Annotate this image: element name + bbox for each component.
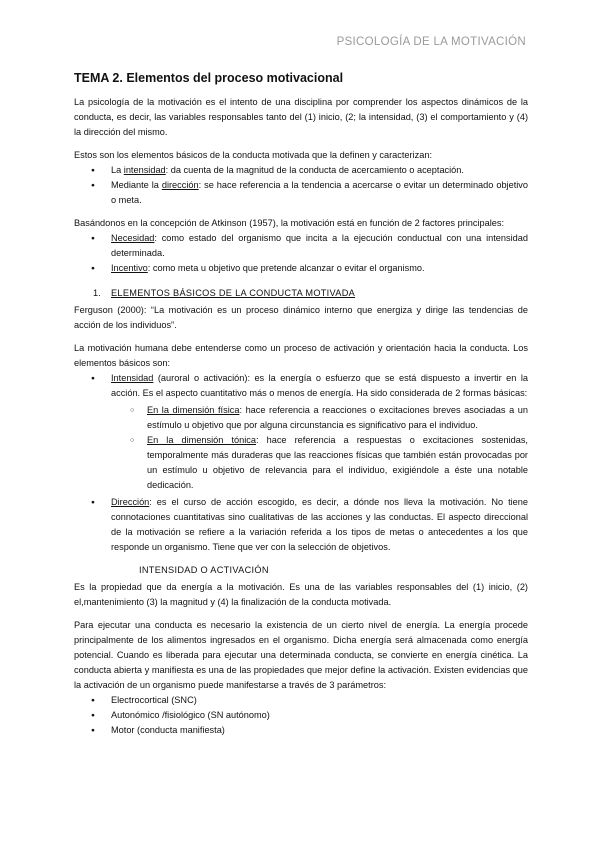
term-direccion: Dirección	[111, 497, 150, 507]
term-intensidad: intensidad	[123, 165, 166, 175]
human-motivation-paragraph: La motivación humana debe entenderse como un proceso de activación y orientación hacia la conducta. Los elementos básicos son:	[74, 343, 528, 368]
list-item: ● Motor (conducta manifiesta)	[74, 723, 528, 738]
term-direccion: dirección	[161, 180, 199, 190]
section-heading	[74, 286, 528, 301]
list-item: ● Mediante la dirección: se hace referencia a la tendencia a acercarse o evitar un determinado objetivo o meta.	[74, 178, 528, 208]
term-incentivo: Incentivo	[111, 263, 148, 273]
list-item: ○ En la dimensión física: hace referencia a reacciones o excitaciones breves asociadas a un estímulo u objetivo que por alguna circunstancia es significativo para el individuo.	[111, 403, 528, 433]
term-necesidad: Necesidad	[111, 233, 155, 243]
term-dimension-fisica: En la dimensión física	[147, 405, 240, 415]
list-item: ● Necesidad: como estado del organismo que incita a la ejecución conductual con una intensidad determinada.	[74, 231, 528, 261]
dimensions-list	[111, 403, 528, 493]
subsection-heading: INTENSIDAD O ACTIVACIÓN	[139, 565, 269, 575]
factors-list	[74, 231, 528, 276]
section-number: 1.	[93, 288, 101, 298]
subsection-paragraph-1: Es la propiedad que da energía a la motivación. Es una de las variables responsables del (1) inicio, (2) el,mantenimiento (3) la magnitud y (4) la finalización de la conducta motivada.	[74, 582, 528, 607]
term-dimension-tonica: En la dimensión tónica	[147, 435, 256, 445]
list-item: ● Incentivo: como meta u objetivo que pretende alcanzar o evitar el organismo.	[74, 261, 528, 276]
elements-intro: Estos son los elementos básicos de la conducta motivada que la definen y caracterizan:	[74, 150, 433, 160]
ferguson-quote: Ferguson (2000): “La motivación es un proceso dinámico interno que energiza y dirige las tendencias de acción de los individuos”.	[74, 305, 528, 330]
list-item: ● Electrocortical (SNC)	[74, 693, 528, 708]
list-item: ○ En la dimensión tónica: hace referencia a respuestas o excitaciones sostenidas, temporalmente más duraderas que las reacciones físicas que también están provocadas por un estímulo u objetivo de relevancia para el individuo, exigiéndole a éste una notable dedicación.	[111, 433, 528, 493]
document-body	[74, 70, 528, 746]
list-item: ● Dirección: es el curso de acción escogido, es decir, a dónde nos lleva la motivación. No tiene connotaciones cuantitativas sino cualitativas de las acciones y las conductas. El aspecto direccional de la motivación se refiere a la variación referida a los tipos de metas o antecedentes a los que responde un organismo. Tiene que ver con la selección de objetivos.	[74, 495, 528, 555]
list-item: ● Autonómico /fisiológico (SN autónomo)	[74, 708, 528, 723]
list-item: ● Intensidad (auroral o activación): es la energía o esfuerzo que se está dispuesto a invertir en la acción. Es el aspecto cuantitativo más o menos de energía. Ha sido considerada de 2 formas básicas: ○ En la dimensión física: hace referencia a reacciones o excitaciones breves asociadas a un estímulo u objetivo que por alguna circunstancia es significativo para el individuo. ○ En la dimensión tónica: hace referencia a respuestas o excitaciones sostenidas, temporalmente más duraderas que las reacciones físicas que también están provocadas por un estímulo u objetivo de relevancia para el individuo, exigiéndole a éste una notable dedicación.	[74, 371, 528, 493]
elements-list	[74, 163, 528, 208]
atkinson-intro: Basándonos en la concepción de Atkinson (1957), la motivación está en función de 2 factores principales:	[74, 218, 505, 228]
section-title: ELEMENTOS BÁSICOS DE LA CONDUCTA MOTIVADA	[111, 288, 356, 298]
term-intensidad: Intensidad	[111, 373, 154, 383]
list-item: ● La intensidad: da cuenta de la magnitud de la conducta de acercamiento o aceptación.	[74, 163, 528, 178]
subsection-paragraph-2: Para ejecutar una conducta es necesario la existencia de un cierto nivel de energía. La energía procede principalmente de los alimentos ingresados en el organismo. Dicha energía será almacenada como energía potencial. Cuando es liberada para ejecutar una determinada conducta, se convierte en energía cinética. La conducta abierta y manifiesta es una de las propiedades que mejor define la activación. Existen evidencias que la activación de un organismo puede manifestarse a través de 3 parámetros:	[74, 620, 528, 690]
parameters-list	[74, 693, 528, 738]
running-header: PSICOLOGÍA DE LA MOTIVACIÓN	[336, 36, 526, 48]
basic-elements-list	[74, 371, 528, 555]
intro-paragraph: La psicología de la motivación es el intento de una disciplina por comprender los aspectos dinámicos de la conducta, es decir, las variables responsables tanto del (1) inicio, (2; la intensidad, (3) el comportamiento y (4) la dirección del mismo.	[74, 97, 528, 137]
document-title: TEMA 2. Elementos del proceso motivacional	[74, 71, 344, 85]
